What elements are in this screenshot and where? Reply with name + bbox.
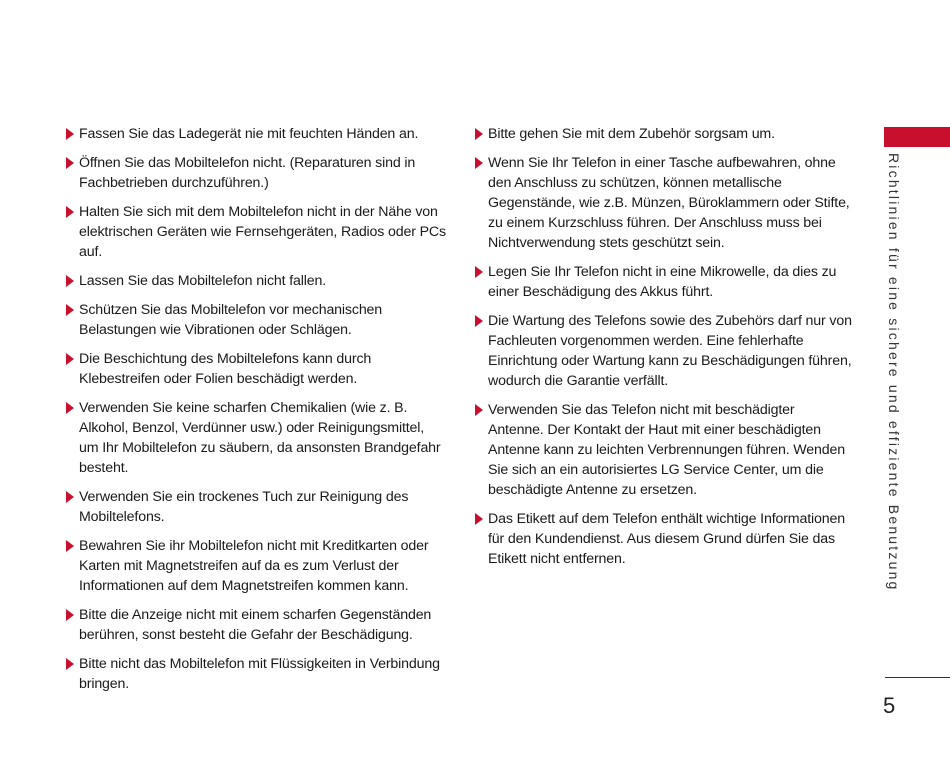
list-item-text: Lassen Sie das Mobiltelefon nicht fallen. [79,273,327,289]
bullet-triangle-icon [66,540,74,552]
bullet-triangle-icon [475,404,483,416]
list-item [66,605,446,645]
bullet-triangle-icon [475,266,483,278]
list-item [66,124,446,144]
right-column [475,124,853,578]
list-item [66,153,446,193]
list-item [66,271,446,291]
bullet-triangle-icon [66,304,74,316]
list-item-text: Halten Sie sich mit dem Mobiltelefon nicht in der Nähe von elektrischen Geräten wie Fernsehgeräten, Radios oder PCs auf. [79,204,446,260]
bullet-triangle-icon [66,402,74,414]
list-item [66,487,446,527]
bullet-triangle-icon [66,206,74,218]
list-item-text: Fassen Sie das Ladegerät nie mit feuchten Händen an. [79,126,419,142]
bullet-triangle-icon [66,609,74,621]
bullet-triangle-icon [66,128,74,140]
list-item [66,654,446,694]
list-item [66,536,446,596]
list-item [475,509,853,569]
list-item-text: Verwenden Sie keine scharfen Chemikalien (wie z. B. Alkohol, Benzol, Verdünner usw.) oder Reinigungsmittel, um Ihr Mobiltelefon zu säubern, da ansonsten Brandgefahr besteht. [79,400,441,476]
bullet-triangle-icon [475,157,483,169]
list-item-text: Verwenden Sie ein trockenes Tuch zur Reinigung des Mobiltelefons. [79,489,409,525]
list-item [66,300,446,340]
bullet-triangle-icon [475,315,483,327]
list-item-text: Verwenden Sie das Telefon nicht mit beschädigter Antenne. Der Kontakt der Haut mit einer beschädigten Antenne kann zu leichten Verbrennungen führen. Wenden Sie sich an ein autorisiertes LG Service Center, um die beschädigte Antenne zu ersetzen. [488,402,845,498]
list-item-text: Die Wartung des Telefons sowie des Zubehörs darf nur von Fachleuten vorgenommen werden. Eine fehlerhafte Einrichtung oder Wartung kann zu Beschädigungen führen, wodurch die Garantie verfällt. [488,313,852,389]
bullet-triangle-icon [66,658,74,670]
section-title-vertical: Richtlinien für eine sichere und effiziente Benutzung [886,153,902,592]
list-item-text: Öffnen Sie das Mobiltelefon nicht. (Reparaturen sind in Fachbetrieben durchzuführen.) [79,155,416,191]
bullet-triangle-icon [66,157,74,169]
bullet-triangle-icon [475,513,483,525]
list-item-text: Die Beschichtung des Mobiltelefons kann durch Klebestreifen oder Folien beschädigt werden. [79,351,372,387]
list-item [475,311,853,391]
list-item-text: Bitte gehen Sie mit dem Zubehör sorgsam um. [488,126,775,142]
list-item [475,124,853,144]
list-item [66,349,446,389]
section-marker-bar [884,127,950,147]
list-item-text: Schützen Sie das Mobiltelefon vor mechanischen Belastungen wie Vibrationen oder Schlägen. [79,302,383,338]
page-number-rule [885,677,950,678]
list-item [66,202,446,262]
list-item-text: Bewahren Sie ihr Mobiltelefon nicht mit Kreditkarten oder Karten mit Magnetstreifen auf da es zum Verlust der Informationen auf dem Magnetstreifen kommen kann. [79,538,429,594]
list-item [66,398,446,478]
bullet-triangle-icon [475,128,483,140]
list-item [475,262,853,302]
left-column [66,124,446,703]
list-item-text: Wenn Sie Ihr Telefon in einer Tasche aufbewahren, ohne den Anschluss zu schützen, können metallische Gegenstände, wie z.B. Münzen, Büroklammern oder Stifte, zu einem Kurzschluss führen. Der Anschluss muss bei Nichtverwendung stets geschützt sein. [488,155,850,251]
bullet-triangle-icon [66,353,74,365]
list-item-text: Legen Sie Ihr Telefon nicht in eine Mikrowelle, da dies zu einer Beschädigung des Akkus führt. [488,264,837,300]
bullet-triangle-icon [66,491,74,503]
bullet-triangle-icon [66,275,74,287]
list-item-text: Das Etikett auf dem Telefon enthält wichtige Informationen für den Kundendienst. Aus diesem Grund dürfen Sie das Etikett nicht entfernen. [488,511,845,567]
list-item [475,400,853,500]
list-item-text: Bitte nicht das Mobiltelefon mit Flüssigkeiten in Verbindung bringen. [79,656,440,692]
page-number: 5 [883,693,896,718]
list-item [475,153,853,253]
list-item-text: Bitte die Anzeige nicht mit einem scharfen Gegenständen berühren, sonst besteht die Gefahr der Beschädigung. [79,607,432,643]
